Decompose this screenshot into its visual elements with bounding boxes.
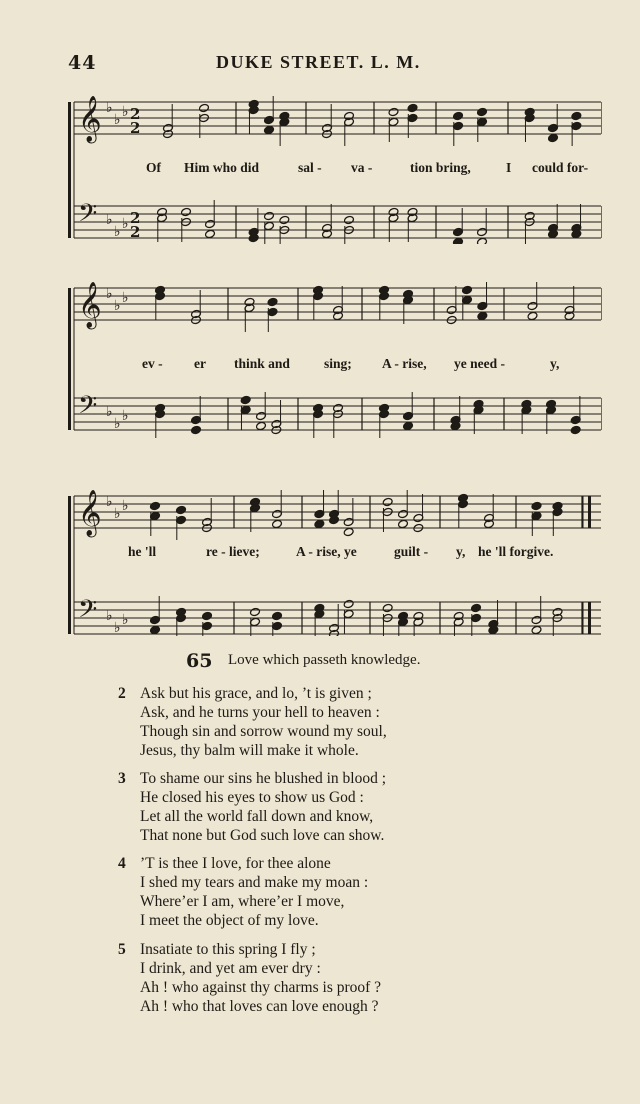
- flat-icon: ♭: [114, 112, 121, 128]
- hymn-number: 65: [186, 650, 213, 672]
- stanza-line: Ah ! who that loves can love enough ?: [140, 998, 379, 1015]
- flat-icon: ♭: [106, 212, 113, 228]
- lyric-word: he 'll forgive.: [478, 544, 554, 559]
- lyric-word: A - rise, ye: [296, 544, 357, 559]
- note-head: [570, 425, 581, 434]
- stanza-4: [118, 854, 598, 934]
- note-head: [150, 625, 161, 634]
- lyric-word: he 'll: [128, 544, 157, 559]
- stanza-number: 4: [118, 855, 126, 872]
- tune-title: DUKE STREET. L. M.: [216, 52, 421, 72]
- flat-icon: ♭: [114, 224, 121, 240]
- music-system-2: [66, 278, 602, 438]
- note-head: [548, 133, 559, 142]
- flat-icon: ♭: [114, 298, 121, 314]
- hymn-heading: [0, 650, 640, 674]
- lyric-word: ev -: [142, 356, 163, 371]
- flat-icon: ♭: [122, 612, 129, 628]
- stanza-3: [118, 769, 598, 849]
- bass-clef-icon: 𝄢: [78, 199, 98, 234]
- lyric-word: sal -: [298, 160, 322, 175]
- time-signature: 2: [130, 209, 141, 227]
- treble-clef-icon: 𝄞: [78, 490, 102, 536]
- stanza-line: ’T is thee I love, for thee alone: [140, 855, 331, 872]
- flat-icon: ♭: [106, 100, 113, 116]
- lyric-word: sing;: [324, 356, 352, 371]
- lyric-word: A - rise,: [382, 356, 427, 371]
- note-head: [264, 125, 275, 134]
- stanza-line: I meet the object of my love.: [140, 912, 319, 929]
- time-signature: 2: [130, 119, 141, 137]
- lyric-word: re - lieve;: [206, 544, 260, 559]
- flat-icon: ♭: [114, 416, 121, 432]
- note-head: [343, 599, 354, 608]
- stanza-line: Ask, and he turns your hell to heaven :: [140, 704, 380, 721]
- music-system-1: [66, 94, 602, 244]
- hymn-title: Love which passeth knowledge.: [228, 652, 421, 668]
- note-head: [256, 421, 267, 430]
- stanza-number: 2: [118, 685, 126, 702]
- flat-icon: ♭: [106, 608, 113, 624]
- time-signature: 2: [130, 105, 141, 123]
- stanza-line: Though sin and sorrow wound my soul,: [140, 723, 387, 740]
- stanza-number: 5: [118, 941, 126, 958]
- note-head: [267, 297, 278, 306]
- treble-clef-icon: 𝄞: [78, 96, 102, 142]
- note-head: [471, 603, 482, 612]
- note-head: [191, 425, 202, 434]
- bass-clef-icon: 𝄢: [78, 391, 98, 426]
- lyric-word: guilt -: [394, 544, 429, 559]
- lyric-word: Him who did: [184, 160, 260, 175]
- flat-icon: ♭: [106, 286, 113, 302]
- page-number: 44: [68, 52, 97, 74]
- note-head: [205, 229, 216, 238]
- stanza-number: 3: [118, 770, 126, 787]
- lyric-word: ye need -: [454, 356, 505, 371]
- note-head: [407, 103, 418, 112]
- note-head: [264, 211, 275, 220]
- note-head: [453, 111, 464, 120]
- note-head: [199, 103, 210, 112]
- lyric-word: Of: [146, 160, 161, 175]
- note-head: [272, 519, 283, 528]
- note-head: [382, 603, 393, 612]
- stanza-2: [118, 684, 598, 764]
- note-head: [531, 625, 542, 634]
- flat-icon: ♭: [106, 404, 113, 420]
- note-head: [462, 285, 473, 294]
- note-head: [403, 421, 414, 430]
- note-head: [181, 207, 192, 216]
- bass-clef-icon: 𝄢: [78, 595, 98, 630]
- lyric-word: va -: [351, 160, 373, 175]
- note-head: [272, 611, 283, 620]
- final-barline: [588, 602, 591, 634]
- flat-icon: ♭: [106, 494, 113, 510]
- note-head: [388, 107, 399, 116]
- flat-icon: ♭: [114, 620, 121, 636]
- lyrics-line-1: [66, 160, 602, 180]
- note-head: [477, 107, 488, 116]
- lyric-word: y,: [550, 356, 560, 371]
- flat-icon: ♭: [114, 506, 121, 522]
- stanza-line: Jesus, thy balm will make it whole.: [140, 742, 359, 759]
- stanza-line: To shame our sins he blushed in blood ;: [140, 770, 387, 787]
- stanza-line: I drink, and yet am ever dry :: [140, 960, 321, 977]
- lyric-word: I: [506, 160, 512, 175]
- note-head: [527, 311, 538, 320]
- note-head: [571, 111, 582, 120]
- lyric-word: think and: [234, 356, 290, 371]
- flat-icon: ♭: [122, 216, 129, 232]
- lyric-word: could for-: [532, 160, 589, 175]
- treble-clef-icon: 𝄞: [78, 282, 102, 328]
- lyrics-line-3: [66, 544, 602, 564]
- stanza-line: Ask but his grace, and lo, ’t is given ;: [140, 685, 372, 702]
- flat-icon: ♭: [122, 408, 129, 424]
- stanza-5: [118, 940, 598, 1020]
- stanza-line: Ah ! who against thy charms is proof ?: [140, 979, 382, 996]
- note-head: [202, 611, 213, 620]
- lyric-word: y,: [456, 544, 466, 559]
- flat-icon: ♭: [122, 290, 129, 306]
- lyric-word: tion bring,: [410, 160, 471, 175]
- note-head: [240, 395, 251, 404]
- stanza-line: He closed his eyes to show us God :: [140, 789, 364, 806]
- note-head: [344, 215, 355, 224]
- note-head: [382, 497, 393, 506]
- note-head: [279, 215, 290, 224]
- lyrics-line-2: [66, 356, 602, 376]
- note-head: [343, 527, 354, 536]
- stanza-line: That none but God such love can show.: [140, 827, 385, 844]
- flat-icon: ♭: [122, 498, 129, 514]
- note-head: [250, 607, 261, 616]
- note-head: [314, 519, 325, 528]
- final-barline: [588, 496, 591, 528]
- flat-icon: ♭: [122, 104, 129, 120]
- music-system-3: [66, 486, 602, 636]
- note-head: [398, 519, 409, 528]
- stanza-line: Where’er I am, where’er I move,: [140, 893, 345, 910]
- time-signature: 2: [130, 223, 141, 241]
- note-head: [477, 311, 488, 320]
- stanza-line: Insatiate to this spring I fly ;: [140, 941, 316, 958]
- stanza-line: I shed my tears and make my moan :: [140, 874, 369, 891]
- note-head: [150, 501, 161, 510]
- note-head: [531, 501, 542, 510]
- note-head: [176, 505, 187, 514]
- page-header: [0, 52, 640, 80]
- lyric-word: er: [194, 356, 206, 371]
- stanza-line: Let all the world fall down and know,: [140, 808, 374, 825]
- system-bracket: [68, 496, 71, 634]
